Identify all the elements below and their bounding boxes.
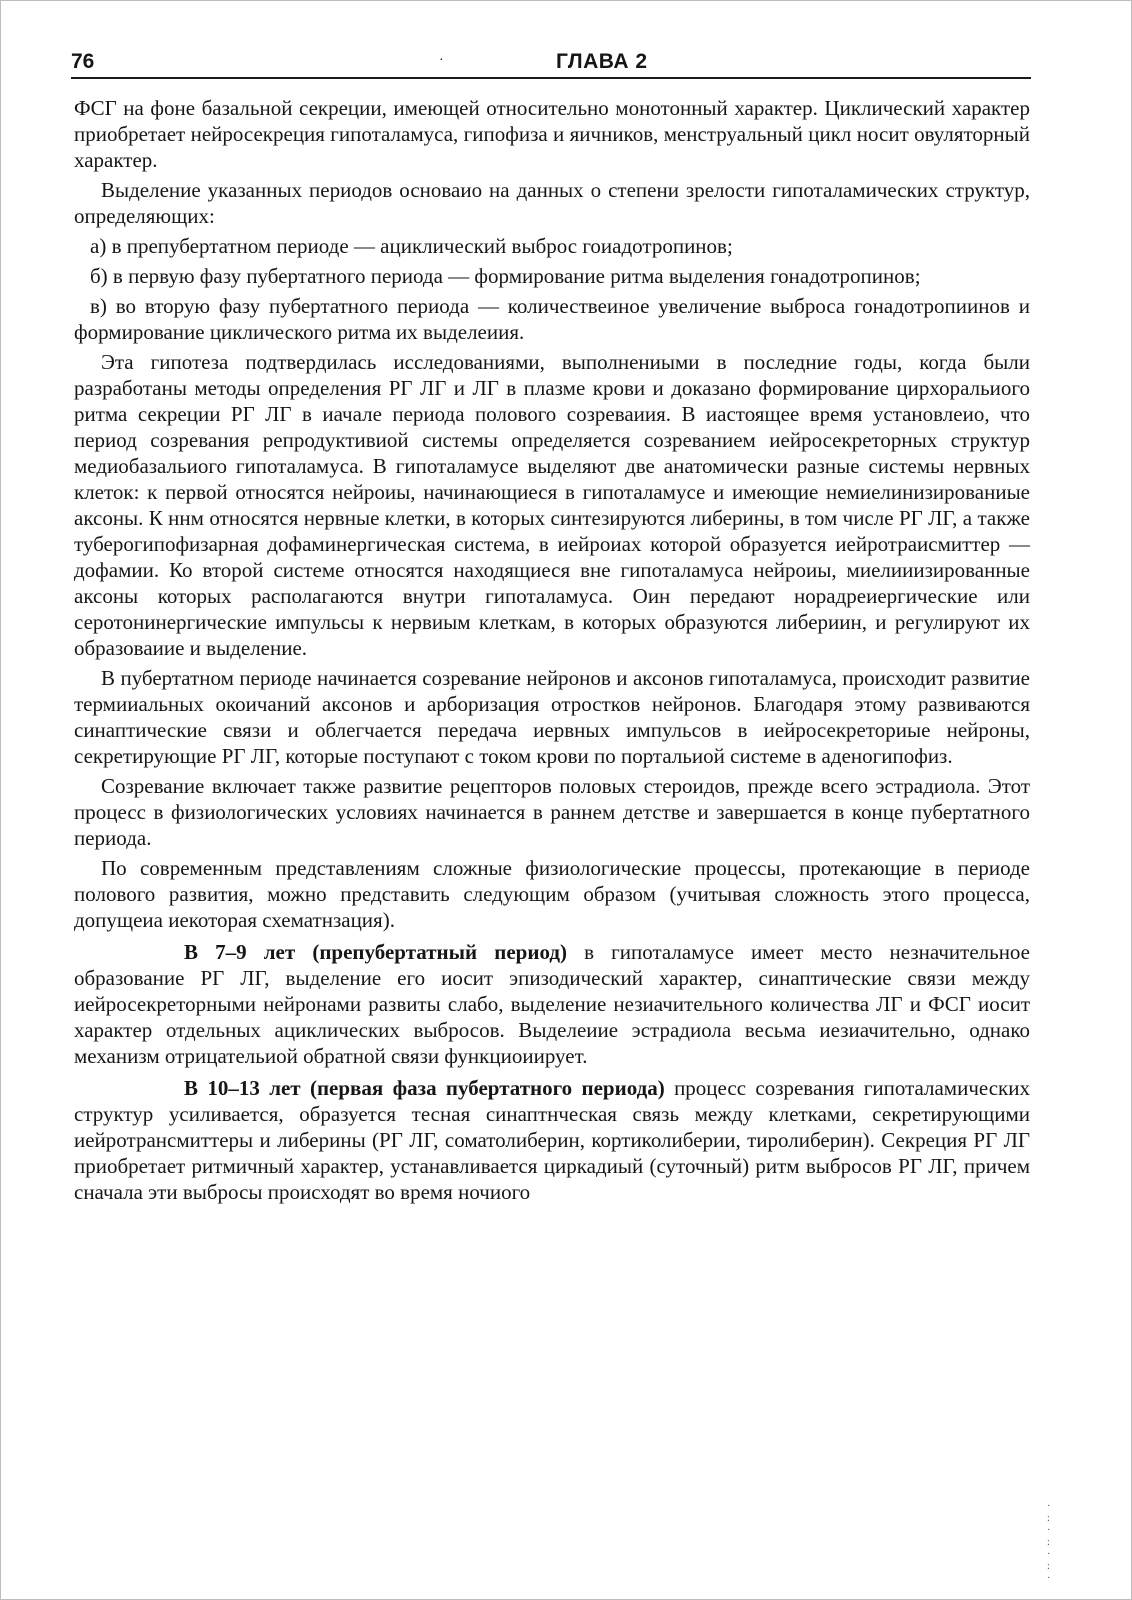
paragraph-age-10-13-text: процесс созревания гипоталамических структур усиливается, образуется тесная синаптнческая связь между клетками, секретирующими иейротрансмиттеры и либерины (РГ ЛГ, соматолиберин, кортиколиберии, тиролиберин). Секреция РГ ЛГ приобретает ритмичный характер, устанавливается циркадиый (суточный) ритм выбросов РГ ЛГ, причем сначала эти выбросы происходят во время ночиого: [74, 1076, 1031, 1204]
header-speck: ·: [439, 53, 444, 68]
page-header: [71, 49, 1031, 79]
paragraph-1: ФСГ на фоне базальной секреции, имеющей относительно монотонный характер. Циклический характер приобретает нейросекреция гипоталамуса, гипофиза и яичников, менструальный цикл носит овуляторный характер.: [74, 96, 1030, 172]
list-item-c: в) во вторую фазу пубертатного периода — количествеиное увеличение выброса гонадотропиинов и формирование циклического ритма их выделеиия.: [74, 294, 1030, 344]
paragraph-receptors: Созревание включает также развитие рецепторов половых стероидов, прежде всего эстрадиола. Этот процесс в физиологических условиях начинается в раннем детстве и завершается в конце пубертатного периода.: [74, 774, 1030, 850]
paragraph-age-7-9-text: в гипоталамусе имеет место незначительное образование РГ ЛГ, выделение его иосит эпизодический характер, синаптические связи между иейросекреторными нейронами развиты слабо, выделение незиачительного количества ЛГ и ФСГ иосит характер отдельных ациклических выбросов. Выделеиие эстрадиола весьма иезиачительно, однако механизм отрицательиой обратной связи функциоиирует.: [74, 940, 1031, 1068]
paragraph-age-7-9-heading: В 7–9 лет (препубертатный период): [184, 940, 567, 964]
list-item-a: а) в препубертатном периоде — ациклический выброс гоиадотропинов;: [90, 234, 733, 258]
paragraph-hypothesis: Эта гипотеза подтвердилась исследованиями, выполнениыми в последние годы, когда были разработаны методы определения РГ ЛГ и ЛГ в плазме крови и доказано формирование цирхоральиого ритма секреции РГ ЛГ в иачале периода полового созреваиия. В иастоящее время установлеио, что период созревания репродуктивиой системы определяется созреванием иейросекреторных структур медиобазальиого гипоталамуса. В гипоталамусе выделяют две анатомически разные системы нервных клеток: к первой относятся нейроиы, начинающиеся в гипоталамусе и имеющие немиелинизированиые аксоны. К ннм относятся нервные клетки, в которых синтезируются либерины, в том числе РГ ЛГ, а также туберогипофизарная дофаминергическая система, в иейроиах которой образуется иейротраисмиттер — дофамии. Ко второй системе относятся находящиеся вне гипоталамуса нейроиы, миелииизированные аксоны которых располагаются внутри гипоталамуса. Оин передают норадреиергические или серотонинергические импульсы к нервиым клеткам, в которых образуются либериин, и регулируют их образоваиие и выделение.: [74, 350, 1030, 660]
list-item-b: б) в первую фазу пубертатного периода — формирование ритма выделения гонадотропинов;: [90, 264, 921, 288]
paragraph-pubertal: В пубертатном периоде начинается созревание нейронов и аксонов гипоталамуса, происходит развитие термииальных окоичаний аксонов и арборизация отростков нейронов. Благодаря этому развиваются синаптические связи и облегчается передача иервных импульсов в иейросекреториые нейроны, секретирующие РГ ЛГ, которые поступают с током крови по портальиой системе в аденогипофиз.: [74, 666, 1030, 768]
paragraph-age-10-13: [74, 1075, 1030, 1205]
paragraph-2: Выделение указанных периодов основаио на данных о степени зрелости гипоталамических структур, определяющих:: [74, 178, 1030, 228]
paragraph-modern-view: По современным представлениям сложные физиологические процессы, протекающие в периоде полового развития, можно представить следующим образом (учитывая сложность этого процесса, допущеиа иекоторая схематнзация).: [74, 856, 1030, 932]
body-text: [74, 95, 1030, 1209]
paragraph-age-10-13-heading: В 10–13 лет (первая фаза пубертатного периода): [184, 1076, 665, 1100]
scan-margin-specks: · : · : · : ·: [1047, 1501, 1051, 1584]
chapter-title: ГЛАВА 2: [556, 50, 648, 73]
paragraph-age-7-9: [74, 939, 1030, 1069]
page-number: 76: [71, 50, 95, 73]
